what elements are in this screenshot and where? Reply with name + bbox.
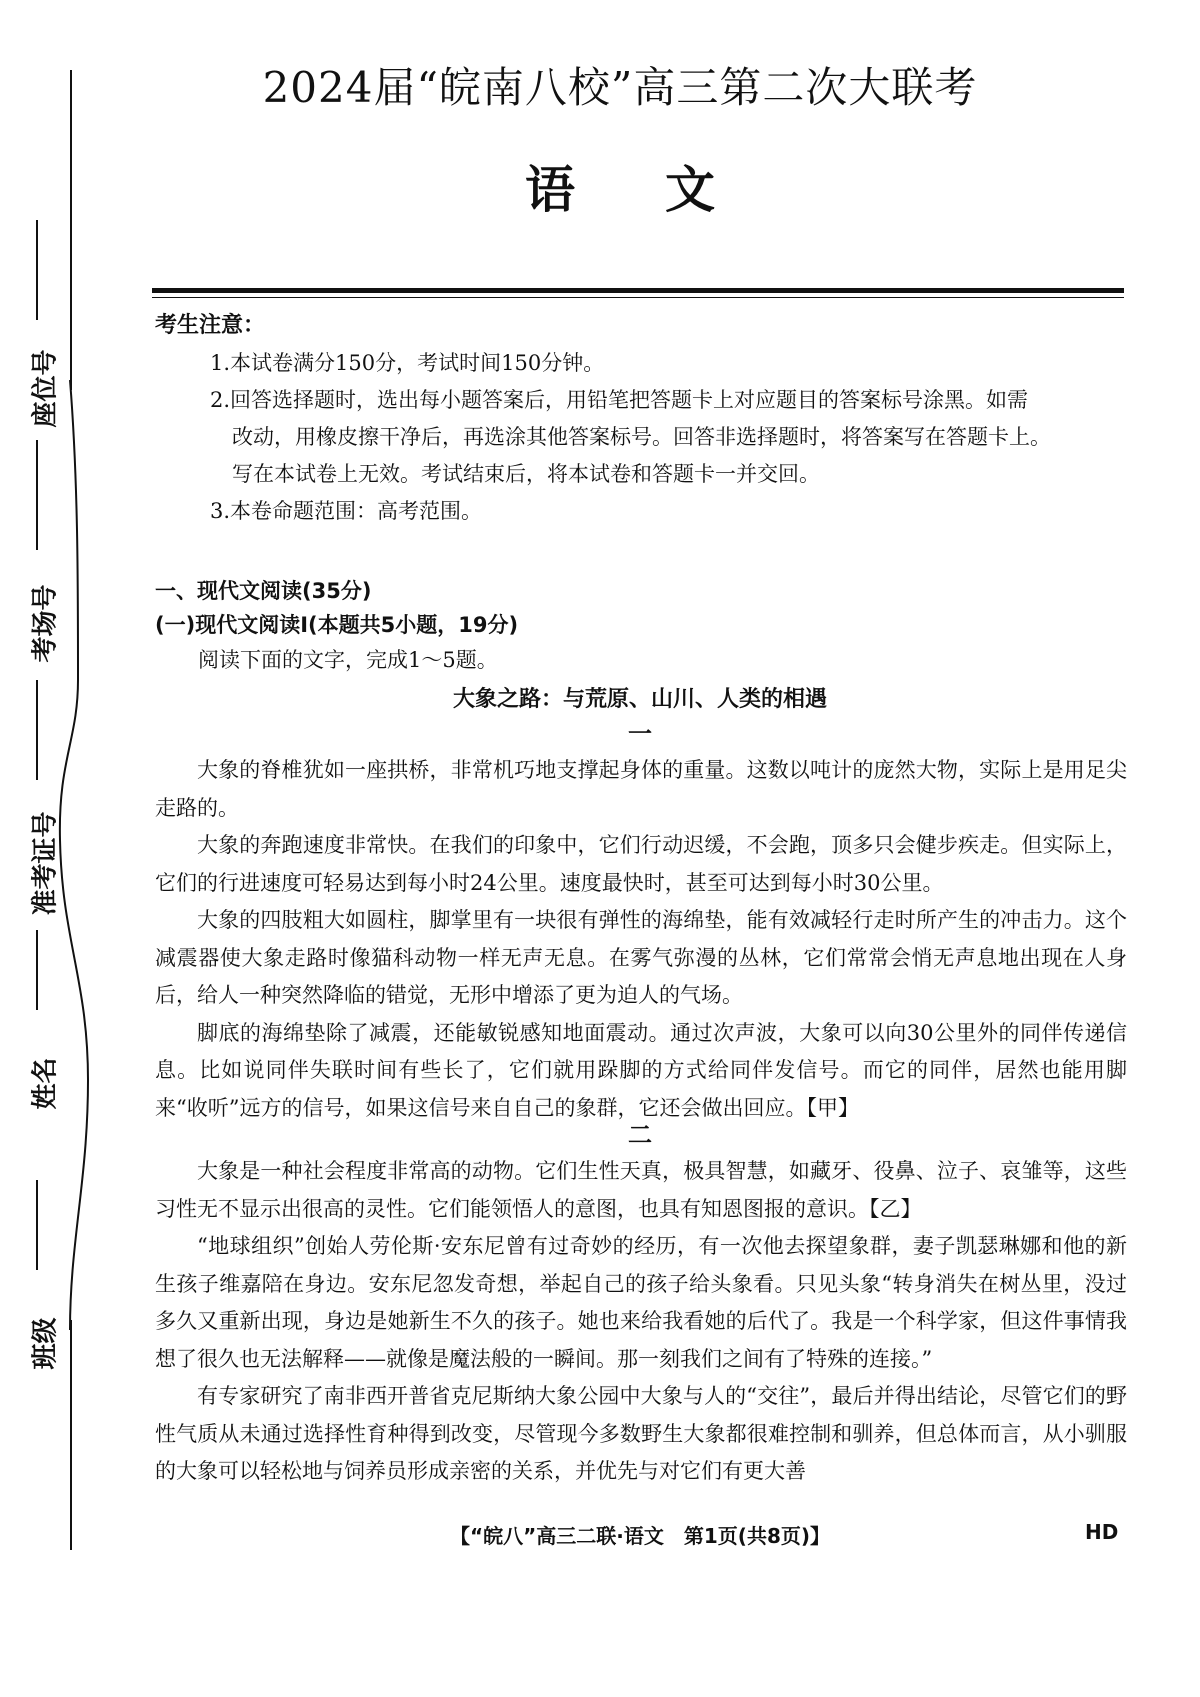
binding-blank-name [36, 930, 38, 1010]
subsection-heading: (一)现代文阅读Ⅰ(本题共5小题，19分) [155, 613, 519, 637]
article-title: 大象之路：与荒原、山川、人类的相遇 [452, 687, 827, 712]
binding-label-name: 姓名 [30, 1057, 61, 1110]
binding-field-ticket [8, 790, 78, 930]
header-rule-thick [152, 288, 1124, 293]
paragraph: 大象的脊椎犹如一座拱桥，非常机巧地支撑起身体的重量。这数以吨计的庞然大物，实际上是用足尖走路的。 [155, 758, 1127, 820]
header-rule-thin [152, 297, 1124, 298]
notice-list [210, 345, 1130, 530]
binding-blank-class [36, 1180, 38, 1270]
binding-field-class [8, 1280, 78, 1400]
paragraph: “地球组织”创始人劳伦斯·安东尼曾有过奇妙的经历，有一次他去探望象群，妻子凯瑟琳娜和他的新生孩子维嘉陪在身边。安东尼忽发奇想，举起自己的孩子给头象看。只见头象“转身消失在树丛里，没过多久又重新出现，身边是她新生不久的孩子。她也来给我看她的后代了。我是一个科学家，但这件事情我想了很久也无法解释——就像是魔法般的一瞬间。那一刻我们之间有了特殊的连接。” [155, 1234, 1127, 1371]
binding-blank-seat [36, 220, 38, 320]
binding-field-name [8, 1020, 78, 1140]
paragraph: 脚底的海绵垫除了减震，还能敏锐感知地面震动。通过次声波，大象可以向30公里外的同伴传递信息。比如说同伴失联时间有些长了，它们就用跺脚的方式给同伴发信号。而它的同伴，居然也能用脚来“收听”远方的信号，如果这信号来自自己的象群，它还会做出回应。【甲】 [155, 1020, 1127, 1120]
binding-field-seat [8, 330, 78, 440]
part-1-paragraphs [155, 752, 1127, 1127]
binding-field-room [8, 560, 78, 680]
notice-line: 2.回答选择题时，选出每小题答案后，用铅笔把答题卡上对应题目的答案标号涂黑。如需 [210, 388, 1029, 412]
notice-line: 改动，用橡皮擦干净后，再选涂其他答案标号。回答非选择题时，将答案写在答题卡上。 [232, 425, 1051, 449]
footer-code: HD [1085, 1520, 1119, 1544]
reading-instruction: 阅读下面的文字，完成1～5题。 [198, 648, 498, 672]
subject-title: 语文 [525, 161, 805, 219]
paragraph: 大象是一种社会程度非常高的动物。它们生性天真，极具智慧，如藏牙、役鼻、泣子、哀雏等，这些习性无不显示出很高的灵性。它们能领悟人的意图，也具有知恩图报的意识。【乙】 [155, 1159, 1127, 1221]
notice-line: 3.本卷命题范围：高考范围。 [210, 499, 483, 523]
binding-blank-ticket [36, 680, 38, 780]
notice-item-2 [210, 382, 1130, 493]
part-number-2: 二 [628, 1121, 652, 1149]
exam-title: 2024届“皖南八校”高三第二次大联考 [262, 63, 978, 112]
part-2-paragraphs [155, 1153, 1127, 1491]
page-footer: 【“皖八”高三二联·语文 第1页(共8页)】 [450, 1524, 830, 1548]
binding-label-ticket: 准考证号 [30, 811, 61, 916]
binding-blank-room [36, 440, 38, 550]
notice-line: 写在本试卷上无效。考试结束后，将本试卷和答题卡一并交回。 [232, 462, 820, 486]
section-heading: 一、现代文阅读(35分) [155, 579, 372, 603]
binding-label-class: 班级 [30, 1317, 61, 1370]
paragraph: 有专家研究了南非西开普省克尼斯纳大象公园中大象与人的“交往”，最后并得出结论，尽管它们的野性气质从未通过选择性育种得到改变，尽管现今多数野生大象都很难控制和驯养，但总体而言，从小驯服的大象可以轻松地与饲养员形成亲密的关系，并优先与对它们有更大善 [155, 1384, 1127, 1483]
binding-label-seat: 座位号 [30, 349, 61, 428]
notice-line: 1.本试卷满分150分，考试时间150分钟。 [210, 351, 605, 375]
notice-heading: 考生注意： [155, 313, 266, 338]
part-number-1: 一 [628, 720, 652, 748]
binding-label-room: 考场号 [30, 584, 61, 663]
paragraph: 大象的四肢粗大如圆柱，脚掌里有一块很有弹性的海绵垫，能有效减轻行走时所产生的冲击力。这个减震器使大象走路时像猫科动物一样无声无息。在雾气弥漫的丛林，它们常常会悄无声息地出现在人身后，给人一种突然降临的错觉，无形中增添了更为迫人的气场。 [155, 908, 1127, 1007]
notice-item-3 [210, 493, 1130, 530]
paragraph: 大象的奔跑速度非常快。在我们的印象中，它们行动迟缓，不会跑，顶多只会健步疾走。但实际上，它们的行进速度可轻易达到每小时24公里。速度最快时，甚至可达到每小时30公里。 [155, 833, 1127, 895]
notice-item-1 [210, 345, 1130, 382]
